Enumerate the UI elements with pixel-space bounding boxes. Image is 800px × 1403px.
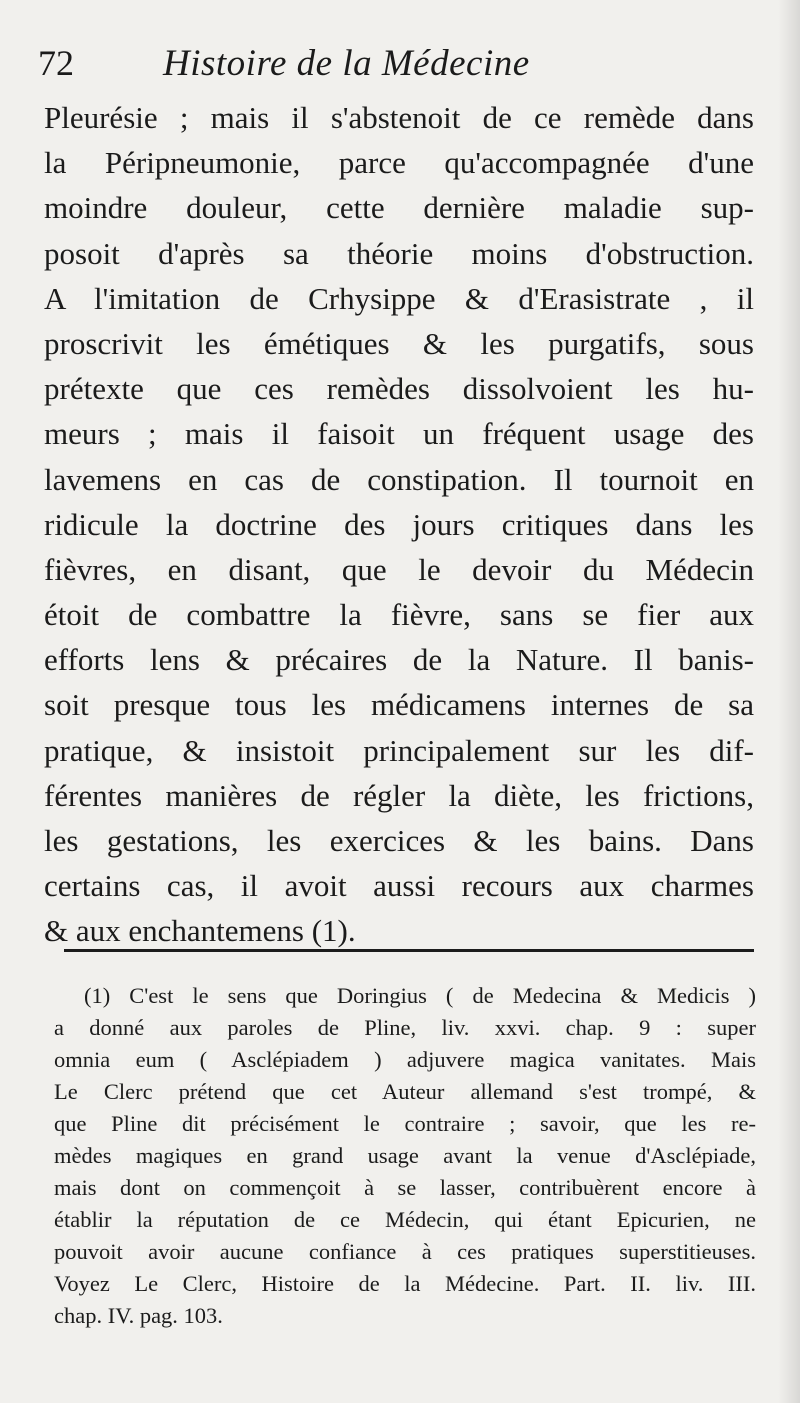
footnote-line: Le Clerc prétend que cet Auteur allemand s'est trompé, &: [54, 1079, 756, 1104]
text-line: pratique, & insistoit principalement sur les dif-: [44, 732, 754, 768]
text-line: la Péripneumonie, parce qu'accompagnée d'une: [44, 145, 754, 181]
text-line: meurs ; mais il faisoit un fréquent usage des: [44, 416, 754, 452]
footnote-line: établir la réputation de ce Médecin, qui étant Epicurien, ne: [54, 1207, 756, 1232]
page-edge-shadow: [778, 0, 800, 1403]
footnote-line: a donné aux paroles de Pline, liv. xxvi. chap. 9 : super: [54, 1015, 756, 1040]
text-line: A l'imitation de Crhysippe & d'Erasistrate , il: [44, 280, 754, 316]
text-line: soit presque tous les médicamens internes de sa: [44, 687, 754, 723]
footnote-line: chap. IV. pag. 103.: [54, 1303, 223, 1328]
main-text: [44, 95, 754, 954]
text-line: certains cas, il avoit aussi recours aux charmes: [44, 868, 754, 904]
footnote-line: mais dont on commençoit à se lasser, contribuèrent encore à: [54, 1175, 756, 1200]
text-line: férentes manières de régler la diète, les frictions,: [44, 777, 754, 813]
footnote-line: (1) C'est le sens que Doringius ( de Medecina & Medicis ): [84, 983, 756, 1008]
footnote-line: mèdes magiques en grand usage avant la venue d'Asclépiade,: [54, 1143, 756, 1168]
footnote-line: omnia eum ( Asclépiadem ) adjuvere magica vanitates. Mais: [54, 1047, 756, 1072]
running-title: Histoire de la Médecine: [163, 43, 530, 84]
text-line: efforts lens & précaires de la Nature. Il banis-: [44, 642, 754, 678]
text-line: proscrivit les émétiques & les purgatifs, sous: [44, 325, 754, 361]
page-number: 72: [38, 43, 74, 83]
footnote: [54, 980, 756, 1332]
text-line: lavemens en cas de constipation. Il tournoit en: [44, 461, 754, 497]
text-line: ridicule la doctrine des jours critiques dans les: [44, 506, 754, 542]
text-line: moindre douleur, cette dernière maladie sup-: [44, 190, 754, 226]
text-line: posoit d'après sa théorie moins d'obstruction.: [44, 235, 754, 271]
text-line: étoit de combattre la fièvre, sans se fier aux: [44, 597, 754, 633]
footnote-line: que Pline dit précisément le contraire ; savoir, que les re-: [54, 1111, 756, 1136]
text-line: fièvres, en disant, que le devoir du Médecin: [44, 551, 754, 587]
footnote-line: Voyez Le Clerc, Histoire de la Médecine. Part. II. liv. III.: [54, 1271, 756, 1296]
footnote-divider: [64, 949, 754, 952]
text-line: prétexte que ces remèdes dissolvoient les hu-: [44, 371, 754, 407]
page-header: [38, 42, 758, 92]
text-line: les gestations, les exercices & les bains. Dans: [44, 823, 754, 858]
text-line: & aux enchantemens (1).: [44, 913, 356, 949]
footnote-line: pouvoit avoir aucune confiance à ces pratiques superstitieuses.: [54, 1239, 756, 1264]
text-line: Pleurésie ; mais il s'abstenoit de ce remède dans: [44, 100, 754, 135]
